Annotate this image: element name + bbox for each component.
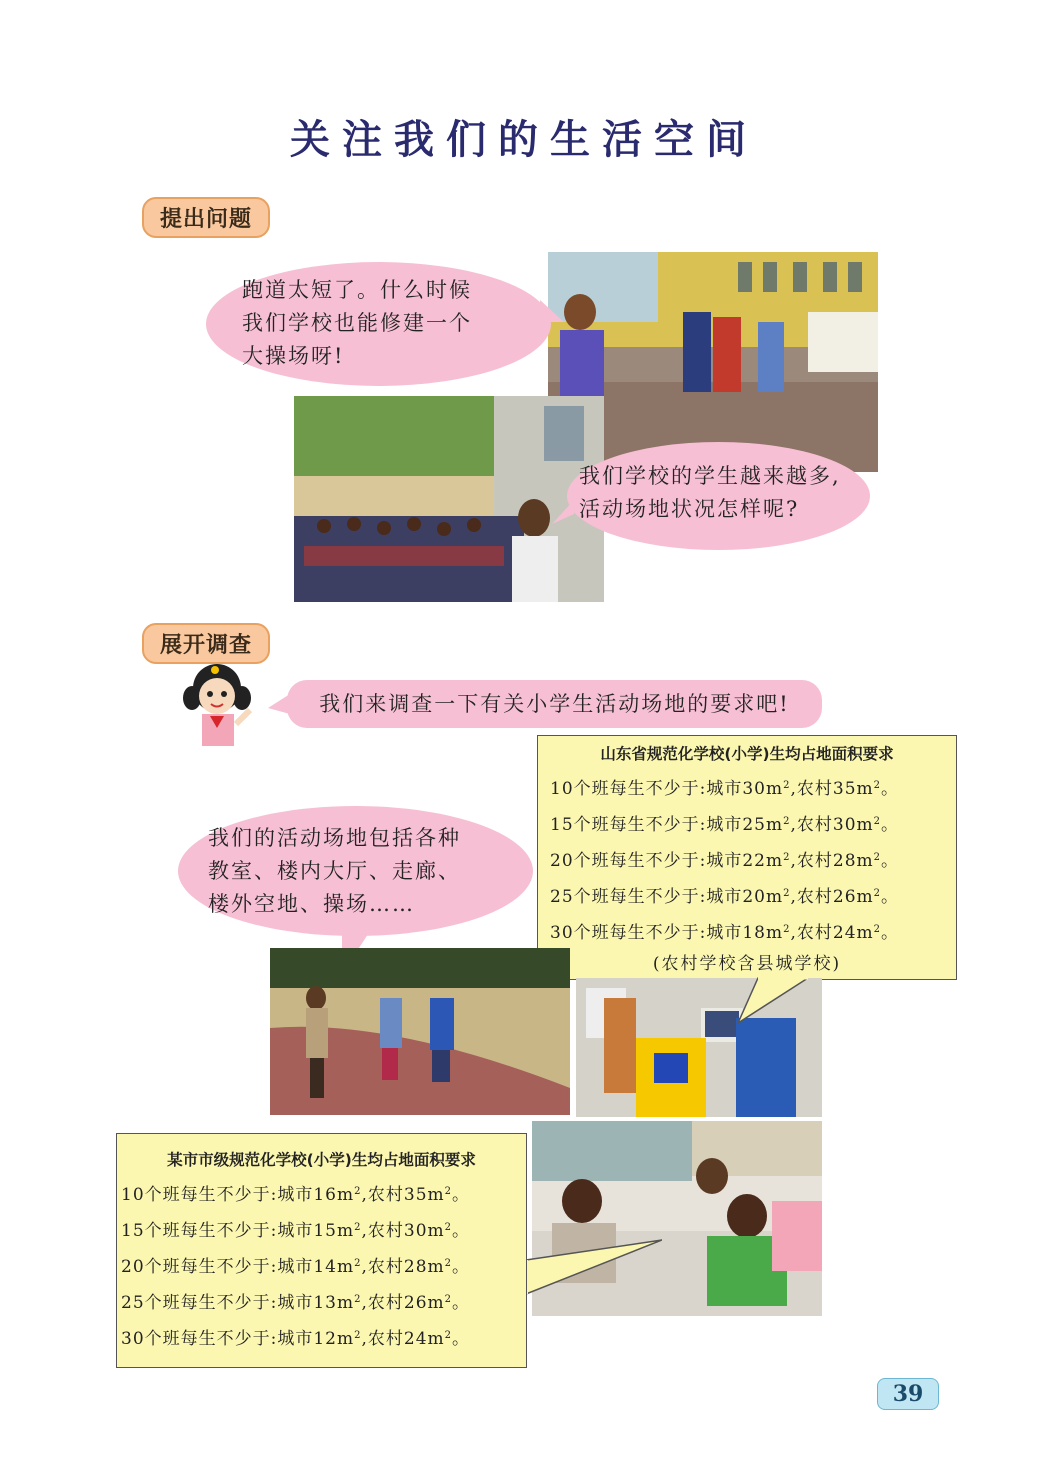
- requirement-row: 25个班每生不少于:城市$20m^2$,农村$26m^2$。: [550, 887, 900, 907]
- bubble-tail: [552, 500, 574, 524]
- shandong-area-requirements: [537, 735, 957, 980]
- bubble-line: 我们学校的学生越来越多,: [579, 464, 841, 488]
- section-tag-investigate: 展开调查: [142, 623, 270, 664]
- requirement-row: 10个班每生不少于:城市$30m^2$,农村$35m^2$。: [550, 779, 900, 799]
- requirement-row: 20个班每生不少于:城市$14m^2$,农村$28m^2$。: [121, 1257, 471, 1277]
- bubble-line: 我们的活动场地包括各种: [208, 826, 461, 850]
- infobox-pointer: [522, 1238, 662, 1298]
- bubble-line: 跑道太短了。什么时候: [242, 278, 472, 302]
- photo-sports-field: [270, 948, 570, 1115]
- infobox-pointer: [738, 975, 808, 1025]
- bubble-line: 楼外空地、操场……: [208, 892, 415, 916]
- page-title: 关注我们的生活空间: [290, 117, 758, 163]
- bubble-line: 活动场地状况怎样呢?: [579, 497, 800, 521]
- speech-bubble-spaces: [178, 806, 533, 936]
- section-tag-ask: 提出问题: [142, 197, 270, 238]
- speech-bubble-survey: 我们来调查一下有关小学生活动场地的要求吧!: [287, 680, 822, 728]
- speech-bubble-students: [567, 442, 870, 550]
- requirement-row: 30个班每生不少于:城市$12m^2$,农村$24m^2$。: [121, 1329, 471, 1349]
- infobox-note: (农村学校含县城学校): [652, 954, 842, 974]
- cartoon-girl-icon: [180, 658, 260, 748]
- requirement-row: 15个班每生不少于:城市$25m^2$,农村$30m^2$。: [550, 815, 900, 835]
- requirement-row: 10个班每生不少于:城市$16m^2$,农村$35m^2$。: [121, 1185, 471, 1205]
- photo-crowded-yard: [294, 396, 604, 602]
- city-level-area-requirements: [116, 1133, 527, 1368]
- page-number: 39: [877, 1378, 939, 1410]
- requirement-row: 15个班每生不少于:城市$15m^2$,农村$30m^2$。: [121, 1221, 471, 1241]
- requirement-row: 25个班每生不少于:城市$13m^2$,农村$26m^2$。: [121, 1293, 471, 1313]
- requirement-row: 30个班每生不少于:城市$18m^2$,农村$24m^2$。: [550, 923, 900, 943]
- bubble-line: 我们学校也能修建一个: [242, 311, 472, 335]
- infobox-title: 山东省规范化学校(小学)生均占地面积要求: [600, 745, 894, 763]
- bubble-line: 大操场呀!: [242, 344, 345, 368]
- speech-bubble-runway: [206, 262, 551, 386]
- bubble-tail: [540, 300, 564, 330]
- infobox-title: 某市市级规范化学校(小学)生均占地面积要求: [167, 1151, 476, 1169]
- requirement-row: 20个班每生不少于:城市$22m^2$,农村$28m^2$。: [550, 851, 900, 871]
- bubble-tail: [268, 694, 290, 716]
- bubble-line: 教室、楼内大厅、走廊、: [208, 859, 461, 883]
